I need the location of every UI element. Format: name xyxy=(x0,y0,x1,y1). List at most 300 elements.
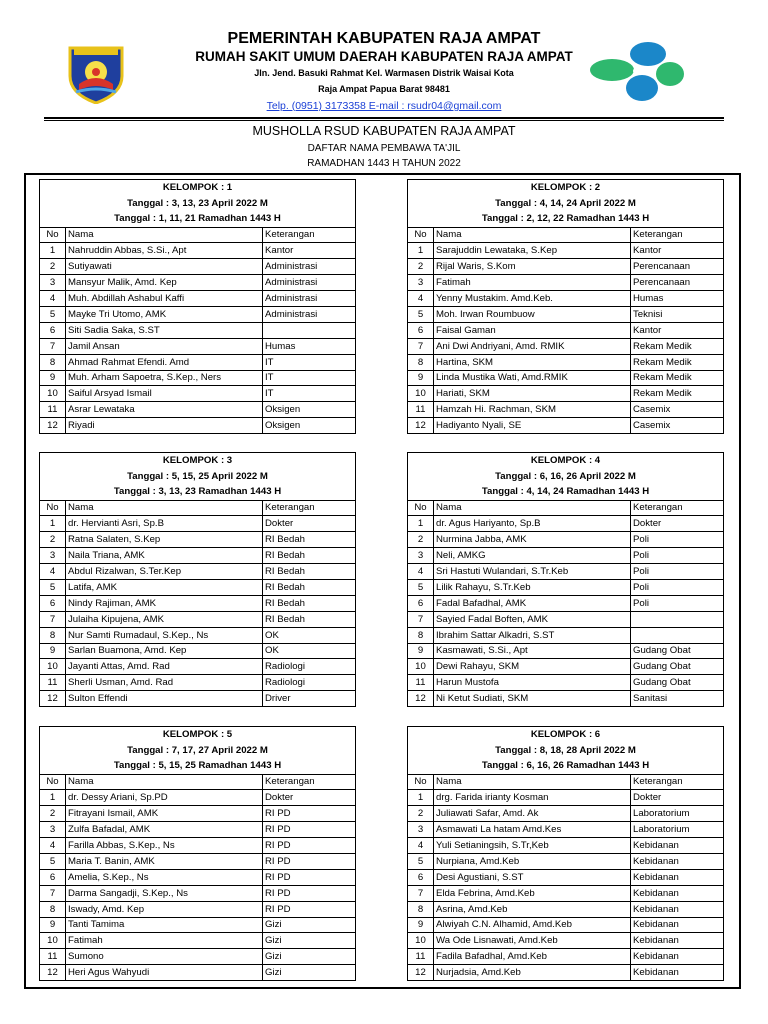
row-number: 5 xyxy=(408,306,434,322)
table-row xyxy=(408,806,724,822)
row-number: 6 xyxy=(40,869,66,885)
member-unit: Gizi xyxy=(263,965,356,981)
table-row xyxy=(40,691,356,707)
row-number: 8 xyxy=(408,901,434,917)
member-name: Farilla Abbas, S.Kep., Ns xyxy=(66,838,263,854)
group-header-row xyxy=(40,211,356,227)
row-number: 3 xyxy=(408,275,434,291)
letterhead-rule xyxy=(44,117,724,119)
group-title: KELOMPOK : 3 xyxy=(40,453,356,469)
table-row xyxy=(408,838,724,854)
member-unit: Gudang Obat xyxy=(631,643,724,659)
member-unit: Teknisi xyxy=(631,306,724,322)
member-name: Nurpiana, Amd.Keb xyxy=(434,853,631,869)
group-table xyxy=(39,452,356,707)
table-row xyxy=(40,259,356,275)
member-name: Siti Sadia Saka, S.ST xyxy=(66,322,263,338)
group-date-masehi: Tanggal : 3, 13, 23 April 2022 M xyxy=(40,196,356,212)
group-date-masehi: Tanggal : 7, 17, 27 April 2022 M xyxy=(40,743,356,759)
row-number: 12 xyxy=(408,418,434,434)
row-number: 1 xyxy=(40,790,66,806)
member-unit: RI Bedah xyxy=(263,564,356,580)
row-number: 12 xyxy=(408,965,434,981)
member-unit: Kantor xyxy=(631,243,724,259)
row-number: 7 xyxy=(408,611,434,627)
member-name: Hamzah Hi. Rachman, SKM xyxy=(434,402,631,418)
member-unit: Casemix xyxy=(631,418,724,434)
group-date-hijri: Tanggal : 6, 16, 26 Ramadhan 1443 H xyxy=(408,758,724,774)
member-name: Fadal Bafadhal, AMK xyxy=(434,595,631,611)
table-row xyxy=(40,322,356,338)
member-name: Sayied Fadal Boften, AMK xyxy=(434,611,631,627)
group-title: KELOMPOK : 5 xyxy=(40,727,356,743)
member-name: Kasmawati, S.Si., Apt xyxy=(434,643,631,659)
member-unit: Kebidanan xyxy=(631,853,724,869)
member-unit: IT xyxy=(263,370,356,386)
row-number: 11 xyxy=(408,402,434,418)
member-unit: Administrasi xyxy=(263,291,356,307)
row-number: 11 xyxy=(40,402,66,418)
member-unit xyxy=(631,611,724,627)
group-table xyxy=(407,726,724,981)
member-name: Asrina, Amd.Keb xyxy=(434,901,631,917)
row-number: 4 xyxy=(40,838,66,854)
member-unit: Dokter xyxy=(631,790,724,806)
table-row xyxy=(408,595,724,611)
row-number: 12 xyxy=(40,965,66,981)
member-unit: RI Bedah xyxy=(263,548,356,564)
member-unit: Dokter xyxy=(631,516,724,532)
member-name: Darma Sangadji, S.Kep., Ns xyxy=(66,885,263,901)
column-header-name: Nama xyxy=(66,500,263,516)
column-header-no: No xyxy=(408,500,434,516)
member-name: Abdul Rizalwan, S.Ter.Kep xyxy=(66,564,263,580)
member-unit: RI PD xyxy=(263,838,356,854)
group-date-hijri: Tanggal : 5, 15, 25 Ramadhan 1443 H xyxy=(40,758,356,774)
table-row xyxy=(40,338,356,354)
row-number: 6 xyxy=(408,595,434,611)
table-row xyxy=(408,917,724,933)
member-name: Fitrayani Ismail, AMK xyxy=(66,806,263,822)
table-row xyxy=(40,243,356,259)
table-row xyxy=(40,822,356,838)
member-name: Riyadi xyxy=(66,418,263,434)
member-unit: Gizi xyxy=(263,933,356,949)
member-unit: RI PD xyxy=(263,853,356,869)
row-number: 9 xyxy=(40,643,66,659)
row-number: 4 xyxy=(408,291,434,307)
member-name: Amelia, S.Kep., Ns xyxy=(66,869,263,885)
group-header-row xyxy=(40,453,356,469)
row-number: 6 xyxy=(408,869,434,885)
table-row xyxy=(40,595,356,611)
row-number: 3 xyxy=(40,822,66,838)
member-unit xyxy=(631,627,724,643)
group-title: KELOMPOK : 1 xyxy=(40,180,356,196)
row-number: 10 xyxy=(408,933,434,949)
member-name: Muh. Abdillah Ashabul Kaffi xyxy=(66,291,263,307)
member-name: Ani Dwi Andriyani, Amd. RMIK xyxy=(434,338,631,354)
row-number: 5 xyxy=(408,853,434,869)
table-row xyxy=(40,354,356,370)
member-name: Julaiha Kipujena, AMK xyxy=(66,611,263,627)
table-row xyxy=(408,949,724,965)
member-name: Zulfa Bafadal, AMK xyxy=(66,822,263,838)
member-name: Fatimah xyxy=(434,275,631,291)
member-unit: RI Bedah xyxy=(263,579,356,595)
member-unit: Driver xyxy=(263,691,356,707)
member-name: Moh. Irwan Roumbuow xyxy=(434,306,631,322)
row-number: 2 xyxy=(40,259,66,275)
table-row xyxy=(40,869,356,885)
column-header-note: Keterangan xyxy=(263,500,356,516)
table-row xyxy=(40,532,356,548)
member-name: Sri Hastuti Wulandari, S.Tr.Keb xyxy=(434,564,631,580)
table-row xyxy=(40,306,356,322)
row-number: 2 xyxy=(408,532,434,548)
group-date-masehi: Tanggal : 4, 14, 24 April 2022 M xyxy=(408,196,724,212)
group-header-row xyxy=(408,453,724,469)
member-name: Yenny Mustakim. Amd.Keb. xyxy=(434,291,631,307)
member-name: Sulton Effendi xyxy=(66,691,263,707)
member-name: Alwiyah C.N. Alhamid, Amd.Keb xyxy=(434,917,631,933)
member-unit: Dokter xyxy=(263,516,356,532)
member-unit: Poli xyxy=(631,532,724,548)
table-row xyxy=(408,675,724,691)
row-number: 10 xyxy=(408,386,434,402)
table-row xyxy=(40,611,356,627)
table-row xyxy=(408,516,724,532)
row-number: 3 xyxy=(408,548,434,564)
member-unit: Radiologi xyxy=(263,659,356,675)
table-row xyxy=(408,306,724,322)
member-unit: RI PD xyxy=(263,901,356,917)
member-unit: Oksigen xyxy=(263,402,356,418)
column-header-no: No xyxy=(40,227,66,243)
row-number: 12 xyxy=(40,691,66,707)
row-number: 6 xyxy=(40,595,66,611)
member-name: Sherli Usman, Amd. Rad xyxy=(66,675,263,691)
group-date-hijri: Tanggal : 3, 13, 23 Ramadhan 1443 H xyxy=(40,484,356,500)
table-row xyxy=(408,275,724,291)
row-number: 7 xyxy=(408,338,434,354)
member-unit: RI PD xyxy=(263,869,356,885)
column-header-note: Keterangan xyxy=(263,774,356,790)
column-header-no: No xyxy=(408,227,434,243)
member-name: Ni Ketut Sudiati, SKM xyxy=(434,691,631,707)
member-unit: Kebidanan xyxy=(631,885,724,901)
member-name: Ahmad Rahmat Efendi. Amd xyxy=(66,354,263,370)
table-row xyxy=(408,659,724,675)
row-number: 4 xyxy=(408,564,434,580)
member-unit: Administrasi xyxy=(263,275,356,291)
member-name: Nur Samti Rumadaul, S.Kep., Ns xyxy=(66,627,263,643)
column-header-name: Nama xyxy=(66,774,263,790)
document-title: MUSHOLLA RSUD KABUPATEN RAJA AMPAT xyxy=(252,124,516,138)
member-unit: Humas xyxy=(263,338,356,354)
member-name: Mansyur Malik, Amd. Kep xyxy=(66,275,263,291)
row-number: 9 xyxy=(40,370,66,386)
member-name: Fatimah xyxy=(66,933,263,949)
member-name: Saiful Arsyad Ismail xyxy=(66,386,263,402)
member-name: Hadiyanto Nyali, SE xyxy=(434,418,631,434)
group-header-row xyxy=(408,727,724,743)
member-unit: Kebidanan xyxy=(631,965,724,981)
table-row xyxy=(408,853,724,869)
member-unit: RI Bedah xyxy=(263,611,356,627)
member-name: dr. Dessy Ariani, Sp.PD xyxy=(66,790,263,806)
member-unit: Humas xyxy=(631,291,724,307)
group-title: KELOMPOK : 6 xyxy=(408,727,724,743)
row-number: 9 xyxy=(408,370,434,386)
column-header-note: Keterangan xyxy=(263,227,356,243)
document-period: RAMADHAN 1443 H TAHUN 2022 xyxy=(307,158,461,169)
member-name: Mayke Tri Utomo, AMK xyxy=(66,306,263,322)
group-header-row xyxy=(40,180,356,196)
member-name: Hariati, SKM xyxy=(434,386,631,402)
member-name: drg. Farida irianty Kosman xyxy=(434,790,631,806)
member-unit: Gizi xyxy=(263,917,356,933)
row-number: 10 xyxy=(40,659,66,675)
table-row xyxy=(408,532,724,548)
member-unit: RI PD xyxy=(263,822,356,838)
group-header-row xyxy=(40,727,356,743)
table-row xyxy=(40,965,356,981)
table-row xyxy=(408,611,724,627)
row-number: 1 xyxy=(408,243,434,259)
group-header-row xyxy=(40,484,356,500)
member-name: Sumono xyxy=(66,949,263,965)
member-name: Lilik Rahayu, S.Tr.Keb xyxy=(434,579,631,595)
row-number: 5 xyxy=(40,853,66,869)
member-name: Naila Triana, AMK xyxy=(66,548,263,564)
table-row xyxy=(408,402,724,418)
table-row xyxy=(408,822,724,838)
member-name: Muh. Arham Sapoetra, S.Kep., Ners xyxy=(66,370,263,386)
member-unit: Laboratorium xyxy=(631,806,724,822)
row-number: 4 xyxy=(408,838,434,854)
member-unit: Kebidanan xyxy=(631,917,724,933)
table-row xyxy=(40,627,356,643)
row-number: 8 xyxy=(408,354,434,370)
row-number: 7 xyxy=(40,885,66,901)
group-date-hijri: Tanggal : 1, 11, 21 Ramadhan 1443 H xyxy=(40,211,356,227)
table-row xyxy=(40,643,356,659)
row-number: 1 xyxy=(40,516,66,532)
member-unit: RI PD xyxy=(263,885,356,901)
table-row xyxy=(40,659,356,675)
member-unit: Rekam Medik xyxy=(631,338,724,354)
group-table xyxy=(39,726,356,981)
group-date-hijri: Tanggal : 4, 14, 24 Ramadhan 1443 H xyxy=(408,484,724,500)
contact-link[interactable]: Telp. (0951) 3173358 E-mail : rsudr04@gmail.com xyxy=(266,100,502,112)
table-row xyxy=(408,354,724,370)
member-name: Maria T. Banin, AMK xyxy=(66,853,263,869)
table-row xyxy=(40,579,356,595)
member-unit: Kebidanan xyxy=(631,901,724,917)
member-name: Latifa, AMK xyxy=(66,579,263,595)
group-date-hijri: Tanggal : 2, 12, 22 Ramadhan 1443 H xyxy=(408,211,724,227)
row-number: 3 xyxy=(408,822,434,838)
member-unit: Poli xyxy=(631,595,724,611)
member-unit: Poli xyxy=(631,579,724,595)
table-row xyxy=(40,275,356,291)
row-number: 10 xyxy=(40,386,66,402)
column-header-row xyxy=(40,500,356,516)
column-header-no: No xyxy=(40,774,66,790)
group-header-row xyxy=(408,484,724,500)
row-number: 9 xyxy=(408,917,434,933)
row-number: 8 xyxy=(40,627,66,643)
member-name: Hartina, SKM xyxy=(434,354,631,370)
row-number: 12 xyxy=(408,691,434,707)
row-number: 9 xyxy=(408,643,434,659)
table-row xyxy=(40,933,356,949)
group-title: KELOMPOK : 4 xyxy=(408,453,724,469)
member-unit: Radiologi xyxy=(263,675,356,691)
row-number: 2 xyxy=(40,532,66,548)
member-unit: Gudang Obat xyxy=(631,659,724,675)
table-row xyxy=(408,418,724,434)
table-row xyxy=(408,338,724,354)
table-row xyxy=(40,949,356,965)
table-row xyxy=(40,370,356,386)
group-header-row xyxy=(408,211,724,227)
member-name: Elda Febrina, Amd.Keb xyxy=(434,885,631,901)
row-number: 11 xyxy=(408,949,434,965)
table-row xyxy=(408,627,724,643)
row-number: 9 xyxy=(40,917,66,933)
column-header-row xyxy=(40,227,356,243)
table-row xyxy=(40,885,356,901)
row-number: 8 xyxy=(408,627,434,643)
row-number: 5 xyxy=(40,579,66,595)
member-name: dr. Agus Hariyanto, Sp.B xyxy=(434,516,631,532)
row-number: 3 xyxy=(40,275,66,291)
member-unit: IT xyxy=(263,386,356,402)
row-number: 5 xyxy=(408,579,434,595)
table-row xyxy=(408,386,724,402)
member-unit: Administrasi xyxy=(263,259,356,275)
member-name: Asmawati La hatam Amd.Kes xyxy=(434,822,631,838)
member-name: Faisal Gaman xyxy=(434,322,631,338)
column-header-no: No xyxy=(40,500,66,516)
table-row xyxy=(40,901,356,917)
row-number: 8 xyxy=(40,354,66,370)
member-name: Ibrahim Sattar Alkadri, S.ST xyxy=(434,627,631,643)
member-unit: Kantor xyxy=(263,243,356,259)
row-number: 2 xyxy=(408,259,434,275)
column-header-row xyxy=(408,227,724,243)
table-row xyxy=(40,838,356,854)
member-unit: Kebidanan xyxy=(631,949,724,965)
table-row xyxy=(40,853,356,869)
row-number: 4 xyxy=(40,291,66,307)
member-unit: Rekam Medik xyxy=(631,354,724,370)
member-name: Heri Agus Wahyudi xyxy=(66,965,263,981)
member-name: Yuli Setianingsih, S.Tr,Keb xyxy=(434,838,631,854)
member-name: Tanti Tamima xyxy=(66,917,263,933)
row-number: 10 xyxy=(40,933,66,949)
member-unit: Gizi xyxy=(263,949,356,965)
member-name: Sarlan Buamona, Amd. Kep xyxy=(66,643,263,659)
member-unit: OK xyxy=(263,627,356,643)
member-unit: Poli xyxy=(631,548,724,564)
table-row xyxy=(408,564,724,580)
member-name: Nurjadsia, Amd.Keb xyxy=(434,965,631,981)
table-row xyxy=(40,516,356,532)
table-row xyxy=(408,885,724,901)
member-name: Dewi Rahayu, SKM xyxy=(434,659,631,675)
row-number: 8 xyxy=(40,901,66,917)
member-name: Desi Agustiani, S.ST xyxy=(434,869,631,885)
table-row xyxy=(40,790,356,806)
row-number: 6 xyxy=(408,322,434,338)
member-name: Nindy Rajiman, AMK xyxy=(66,595,263,611)
member-unit: OK xyxy=(263,643,356,659)
member-name: Jayanti Attas, Amd. Rad xyxy=(66,659,263,675)
member-unit: RI PD xyxy=(263,806,356,822)
table-row xyxy=(408,548,724,564)
column-header-no: No xyxy=(408,774,434,790)
column-header-row xyxy=(40,774,356,790)
column-header-row xyxy=(408,774,724,790)
address-line-1: Jln. Jend. Basuki Rahmat Kel. Warmasen Distrik Waisai Kota xyxy=(254,68,514,78)
group-table xyxy=(39,179,356,434)
member-name: Wa Ode Lisnawati, Amd.Keb xyxy=(434,933,631,949)
member-unit: Perencanaan xyxy=(631,275,724,291)
table-row xyxy=(408,965,724,981)
group-header-row xyxy=(40,743,356,759)
group-date-masehi: Tanggal : 6, 16, 26 April 2022 M xyxy=(408,469,724,485)
member-unit: Oksigen xyxy=(263,418,356,434)
table-row xyxy=(40,806,356,822)
group-title: KELOMPOK : 2 xyxy=(408,180,724,196)
row-number: 11 xyxy=(40,675,66,691)
hospital-heading: RUMAH SAKIT UMUM DAERAH KABUPATEN RAJA AMPAT xyxy=(195,49,573,64)
member-name: Rijal Waris, S.Kom xyxy=(434,259,631,275)
member-unit: Sanitasi xyxy=(631,691,724,707)
row-number: 10 xyxy=(408,659,434,675)
group-header-row xyxy=(408,758,724,774)
table-row xyxy=(40,675,356,691)
table-row xyxy=(408,579,724,595)
table-row xyxy=(408,869,724,885)
group-header-row xyxy=(408,743,724,759)
table-row xyxy=(40,386,356,402)
row-number: 6 xyxy=(40,322,66,338)
row-number: 1 xyxy=(408,516,434,532)
letterhead-rule-thin xyxy=(44,120,724,121)
group-header-row xyxy=(40,758,356,774)
table-row xyxy=(408,259,724,275)
member-name: Harun Mustofa xyxy=(434,675,631,691)
table-row xyxy=(408,691,724,707)
table-row xyxy=(40,548,356,564)
member-name: Neli, AMKG xyxy=(434,548,631,564)
group-header-row xyxy=(408,196,724,212)
member-name: Jamil Ansan xyxy=(66,338,263,354)
row-number: 5 xyxy=(40,306,66,322)
table-row xyxy=(40,917,356,933)
column-header-row xyxy=(408,500,724,516)
member-unit: Kebidanan xyxy=(631,869,724,885)
group-table xyxy=(407,179,724,434)
member-unit: Kebidanan xyxy=(631,838,724,854)
row-number: 11 xyxy=(408,675,434,691)
column-header-note: Keterangan xyxy=(631,774,724,790)
table-row xyxy=(408,243,724,259)
